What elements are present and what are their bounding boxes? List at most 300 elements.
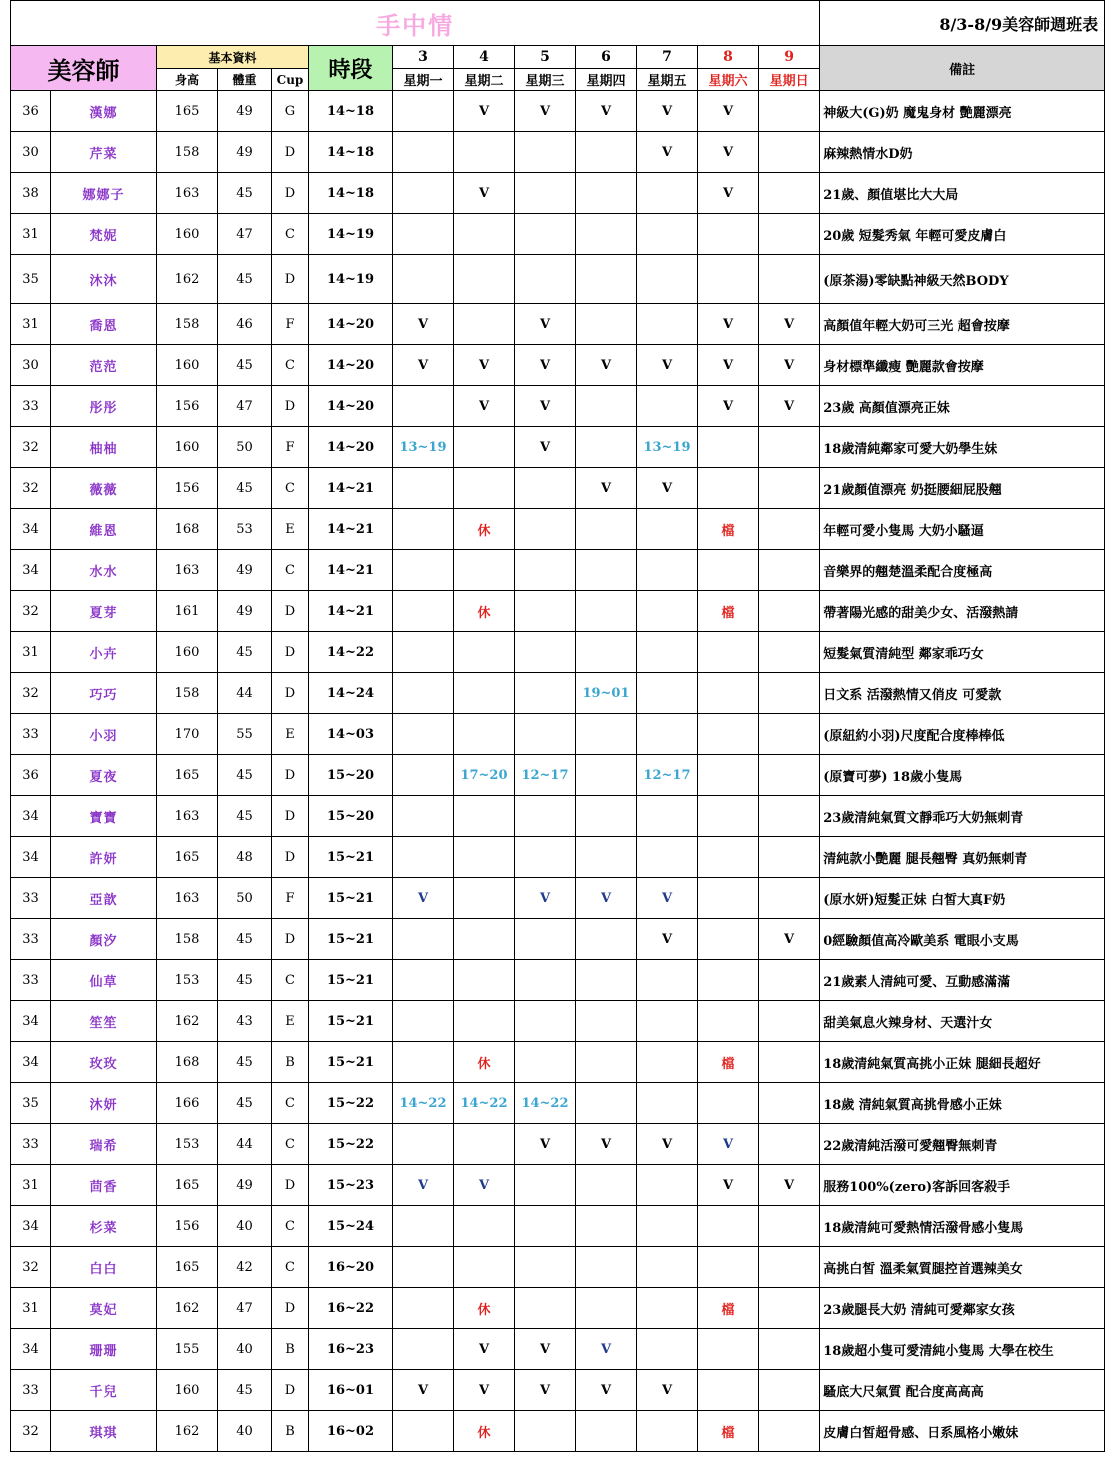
day-cell: V (515, 386, 576, 427)
row-weight: 50 (218, 878, 272, 919)
day-cell: 19~01 (576, 673, 637, 714)
day-cell (637, 1411, 698, 1452)
day-cell (576, 1165, 637, 1206)
day-cell (698, 1370, 759, 1411)
row-name: 沐沐 (51, 255, 157, 304)
day-cell: V (698, 304, 759, 345)
row-height: 163 (157, 173, 218, 214)
row-note: (原水妍)短髮正妹 白皙大真F奶 (820, 878, 1105, 919)
row-cup: C (272, 1247, 309, 1288)
row-height: 165 (157, 1247, 218, 1288)
day-cell (454, 632, 515, 673)
row-time-slot: 16~01 (309, 1370, 393, 1411)
day-cell (393, 468, 454, 509)
day-cell: V (454, 173, 515, 214)
day-cell (759, 714, 820, 755)
row-time-slot: 14~18 (309, 173, 393, 214)
day-cell (515, 1206, 576, 1247)
table-row (11, 1165, 1105, 1206)
header-date: 3 (393, 46, 454, 69)
day-cell (454, 427, 515, 468)
row-note: 18歲清純鄰家可愛大奶學生妹 (820, 427, 1105, 468)
row-height: 156 (157, 1206, 218, 1247)
day-cell (576, 550, 637, 591)
day-cell: 檔 (698, 1288, 759, 1329)
day-cell (759, 214, 820, 255)
row-age: 31 (11, 304, 51, 345)
day-cell (576, 427, 637, 468)
row-cup: D (272, 837, 309, 878)
row-weight: 40 (218, 1411, 272, 1452)
day-cell (576, 1247, 637, 1288)
day-cell (576, 1042, 637, 1083)
row-height: 158 (157, 919, 218, 960)
table-row (11, 173, 1105, 214)
row-note: (原茶湯)零缺點神級天然BODY (820, 255, 1105, 304)
header-date: 4 (454, 46, 515, 69)
row-name: 白白 (51, 1247, 157, 1288)
day-cell (393, 1288, 454, 1329)
header-weekday: 星期三 (515, 69, 576, 91)
day-cell (393, 132, 454, 173)
day-cell (576, 214, 637, 255)
table-row (11, 673, 1105, 714)
row-time-slot: 14~19 (309, 214, 393, 255)
day-cell (576, 304, 637, 345)
row-time-slot: 15~21 (309, 1001, 393, 1042)
row-height: 160 (157, 632, 218, 673)
day-cell (515, 1247, 576, 1288)
row-height: 158 (157, 673, 218, 714)
day-cell (454, 796, 515, 837)
day-cell (576, 1001, 637, 1042)
day-cell: 檔 (698, 1411, 759, 1452)
row-cup: D (272, 1165, 309, 1206)
table-row (11, 1370, 1105, 1411)
day-cell (515, 919, 576, 960)
table-row (11, 714, 1105, 755)
row-name: 顏汐 (51, 919, 157, 960)
row-time-slot: 16~22 (309, 1288, 393, 1329)
row-note: 23歲清純氣質文靜乖巧大奶無刺青 (820, 796, 1105, 837)
table-row (11, 1288, 1105, 1329)
row-age: 38 (11, 173, 51, 214)
brand-title: 手中情 (11, 1, 820, 46)
day-cell: V (393, 1370, 454, 1411)
day-cell (698, 919, 759, 960)
row-cup: D (272, 755, 309, 796)
day-cell (454, 878, 515, 919)
row-height: 156 (157, 468, 218, 509)
row-name: 夏夜 (51, 755, 157, 796)
row-note: 甜美氣息火辣身材、天選汁女 (820, 1001, 1105, 1042)
day-cell (393, 214, 454, 255)
day-cell: 檔 (698, 509, 759, 550)
row-name: 琪琪 (51, 1411, 157, 1452)
day-cell (515, 132, 576, 173)
row-name: 茴香 (51, 1165, 157, 1206)
day-cell (454, 255, 515, 304)
day-cell: 休 (454, 1288, 515, 1329)
row-age: 32 (11, 1247, 51, 1288)
day-cell (393, 714, 454, 755)
row-weight: 49 (218, 1165, 272, 1206)
row-weight: 42 (218, 1247, 272, 1288)
row-name: 喬恩 (51, 304, 157, 345)
day-cell: V (515, 345, 576, 386)
day-cell: V (515, 1124, 576, 1165)
day-cell (637, 1042, 698, 1083)
row-weight: 49 (218, 91, 272, 132)
table-row (11, 345, 1105, 386)
row-weight: 50 (218, 427, 272, 468)
row-cup: B (272, 1411, 309, 1452)
day-cell (759, 1288, 820, 1329)
day-cell: 休 (454, 1042, 515, 1083)
day-cell: V (576, 878, 637, 919)
day-cell: 休 (454, 1411, 515, 1452)
row-note: 0經驗顏值高冷歐美系 電眼小支馬 (820, 919, 1105, 960)
row-time-slot: 14~19 (309, 255, 393, 304)
day-cell (393, 632, 454, 673)
day-cell (698, 1247, 759, 1288)
day-cell: V (637, 132, 698, 173)
row-weight: 45 (218, 1083, 272, 1124)
row-cup: C (272, 1124, 309, 1165)
row-weight: 45 (218, 632, 272, 673)
day-cell (454, 1124, 515, 1165)
day-cell (454, 1206, 515, 1247)
header-weekday: 星期日 (759, 69, 820, 91)
row-age: 32 (11, 468, 51, 509)
day-cell (576, 173, 637, 214)
table-row (11, 1001, 1105, 1042)
row-name: 柚柚 (51, 427, 157, 468)
table-row (11, 132, 1105, 173)
day-cell (393, 796, 454, 837)
day-cell (759, 1411, 820, 1452)
row-cup: E (272, 509, 309, 550)
day-cell: V (698, 132, 759, 173)
day-cell (637, 550, 698, 591)
day-cell (637, 304, 698, 345)
day-cell: V (637, 919, 698, 960)
day-cell (515, 960, 576, 1001)
row-note: 21歲素人清純可愛、互動感滿滿 (820, 960, 1105, 1001)
day-cell (637, 673, 698, 714)
row-height: 163 (157, 796, 218, 837)
row-height: 158 (157, 132, 218, 173)
row-time-slot: 14~21 (309, 550, 393, 591)
row-age: 35 (11, 255, 51, 304)
day-cell (698, 714, 759, 755)
day-cell (454, 468, 515, 509)
header-weekday: 星期二 (454, 69, 515, 91)
row-name: 許妍 (51, 837, 157, 878)
day-cell: 14~22 (454, 1083, 515, 1124)
table-row (11, 632, 1105, 673)
day-cell (637, 714, 698, 755)
table-row (11, 878, 1105, 919)
row-name: 千兒 (51, 1370, 157, 1411)
row-time-slot: 15~24 (309, 1206, 393, 1247)
day-cell: V (698, 91, 759, 132)
row-weight: 47 (218, 1288, 272, 1329)
row-height: 165 (157, 91, 218, 132)
row-weight: 45 (218, 255, 272, 304)
day-cell (698, 255, 759, 304)
row-weight: 44 (218, 673, 272, 714)
row-time-slot: 16~02 (309, 1411, 393, 1452)
day-cell (759, 1083, 820, 1124)
day-cell (759, 132, 820, 173)
row-age: 36 (11, 91, 51, 132)
day-cell: 檔 (698, 591, 759, 632)
day-cell (393, 1001, 454, 1042)
row-name: 亞歆 (51, 878, 157, 919)
table-row (11, 1042, 1105, 1083)
row-height: 162 (157, 1001, 218, 1042)
day-cell: V (759, 1165, 820, 1206)
row-time-slot: 14~21 (309, 468, 393, 509)
row-weight: 48 (218, 837, 272, 878)
row-height: 166 (157, 1083, 218, 1124)
day-cell: V (515, 1329, 576, 1370)
day-cell (698, 878, 759, 919)
row-time-slot: 14~18 (309, 91, 393, 132)
table-row (11, 91, 1105, 132)
row-time-slot: 15~22 (309, 1124, 393, 1165)
row-weight: 47 (218, 214, 272, 255)
row-time-slot: 14~20 (309, 386, 393, 427)
day-cell (759, 878, 820, 919)
day-cell (576, 919, 637, 960)
row-age: 32 (11, 427, 51, 468)
row-weight: 40 (218, 1329, 272, 1370)
day-cell (637, 1329, 698, 1370)
table-row (11, 1411, 1105, 1452)
row-cup: D (272, 796, 309, 837)
day-cell: V (637, 878, 698, 919)
row-age: 34 (11, 1042, 51, 1083)
row-name: 巧巧 (51, 673, 157, 714)
day-cell (515, 509, 576, 550)
row-weight: 45 (218, 173, 272, 214)
row-time-slot: 14~20 (309, 345, 393, 386)
row-cup: D (272, 132, 309, 173)
row-height: 160 (157, 214, 218, 255)
row-cup: E (272, 714, 309, 755)
header-date: 5 (515, 46, 576, 69)
row-time-slot: 14~03 (309, 714, 393, 755)
day-cell (515, 255, 576, 304)
row-height: 160 (157, 427, 218, 468)
day-cell: V (637, 468, 698, 509)
row-cup: C (272, 1206, 309, 1247)
row-cup: C (272, 345, 309, 386)
day-cell: V (576, 1370, 637, 1411)
day-cell (515, 591, 576, 632)
day-cell (393, 386, 454, 427)
header-time-slot: 時段 (309, 46, 393, 91)
day-cell (637, 173, 698, 214)
day-cell (515, 837, 576, 878)
day-cell: V (637, 91, 698, 132)
row-height: 168 (157, 1042, 218, 1083)
header-weekday: 星期四 (576, 69, 637, 91)
row-cup: D (272, 386, 309, 427)
day-cell: V (454, 345, 515, 386)
day-cell: V (454, 1165, 515, 1206)
day-cell (759, 1124, 820, 1165)
day-cell: V (576, 345, 637, 386)
row-note: 清純款小艷麗 腿長翹臀 真奶無刺青 (820, 837, 1105, 878)
day-cell (698, 427, 759, 468)
table-row (11, 837, 1105, 878)
day-cell (576, 837, 637, 878)
day-cell (576, 591, 637, 632)
day-cell (454, 214, 515, 255)
row-weight: 45 (218, 755, 272, 796)
day-cell (454, 673, 515, 714)
day-cell: 檔 (698, 1042, 759, 1083)
day-cell: V (698, 173, 759, 214)
row-cup: C (272, 468, 309, 509)
header-cup: Cup (272, 69, 309, 91)
row-age: 33 (11, 960, 51, 1001)
day-cell (759, 632, 820, 673)
day-cell: V (698, 1124, 759, 1165)
day-cell (698, 1001, 759, 1042)
day-cell (759, 509, 820, 550)
table-row (11, 960, 1105, 1001)
row-note: 20歲 短髮秀氣 年輕可愛皮膚白 (820, 214, 1105, 255)
row-cup: C (272, 960, 309, 1001)
row-name: 沐妍 (51, 1083, 157, 1124)
day-cell: 休 (454, 591, 515, 632)
row-note: 23歲腿長大奶 清純可愛鄰家女孩 (820, 1288, 1105, 1329)
row-weight: 40 (218, 1206, 272, 1247)
row-name: 梵妮 (51, 214, 157, 255)
row-age: 30 (11, 132, 51, 173)
row-weight: 45 (218, 468, 272, 509)
day-cell: V (515, 304, 576, 345)
day-cell (698, 468, 759, 509)
row-cup: F (272, 878, 309, 919)
table-row (11, 468, 1105, 509)
row-note: 高顏值年輕大奶可三光 超會按摩 (820, 304, 1105, 345)
day-cell (759, 427, 820, 468)
day-cell: 12~17 (637, 755, 698, 796)
row-weight: 44 (218, 1124, 272, 1165)
day-cell (393, 837, 454, 878)
row-cup: F (272, 427, 309, 468)
day-cell (576, 714, 637, 755)
row-name: 娜娜子 (51, 173, 157, 214)
row-time-slot: 14~18 (309, 132, 393, 173)
row-cup: D (272, 919, 309, 960)
day-cell (637, 214, 698, 255)
day-cell (576, 632, 637, 673)
day-cell: V (515, 1370, 576, 1411)
row-note: 年輕可愛小隻馬 大奶小騷逼 (820, 509, 1105, 550)
row-weight: 49 (218, 591, 272, 632)
day-cell (637, 1083, 698, 1124)
day-cell (454, 714, 515, 755)
row-name: 夏芽 (51, 591, 157, 632)
row-cup: D (272, 591, 309, 632)
day-cell: V (454, 1370, 515, 1411)
row-note: 22歲清純活潑可愛翹臀無刺青 (820, 1124, 1105, 1165)
row-age: 33 (11, 714, 51, 755)
row-cup: E (272, 1001, 309, 1042)
row-note: (原寶可夢) 18歲小隻馬 (820, 755, 1105, 796)
day-cell (393, 591, 454, 632)
row-age: 33 (11, 386, 51, 427)
row-height: 165 (157, 1165, 218, 1206)
row-name: 仙草 (51, 960, 157, 1001)
row-name: 薇薇 (51, 468, 157, 509)
table-row (11, 591, 1105, 632)
day-cell (637, 1288, 698, 1329)
row-cup: G (272, 91, 309, 132)
day-cell (454, 1001, 515, 1042)
day-cell (393, 173, 454, 214)
row-name: 珊珊 (51, 1329, 157, 1370)
day-cell (637, 837, 698, 878)
row-age: 33 (11, 1370, 51, 1411)
day-cell (515, 632, 576, 673)
row-height: 153 (157, 960, 218, 1001)
day-cell (515, 1001, 576, 1042)
row-time-slot: 14~21 (309, 509, 393, 550)
day-cell (759, 468, 820, 509)
day-cell: V (576, 1124, 637, 1165)
table-row (11, 427, 1105, 468)
day-cell (393, 91, 454, 132)
row-time-slot: 14~20 (309, 427, 393, 468)
row-name: 維恩 (51, 509, 157, 550)
table-row (11, 304, 1105, 345)
day-cell (759, 91, 820, 132)
day-cell (698, 1206, 759, 1247)
day-cell (454, 1247, 515, 1288)
row-time-slot: 14~20 (309, 304, 393, 345)
day-cell: V (759, 386, 820, 427)
row-weight: 45 (218, 1370, 272, 1411)
day-cell (759, 837, 820, 878)
day-cell: V (759, 345, 820, 386)
row-name: 瑞希 (51, 1124, 157, 1165)
day-cell: 12~17 (515, 755, 576, 796)
row-cup: D (272, 1370, 309, 1411)
header-weight: 體重 (218, 69, 272, 91)
row-time-slot: 16~23 (309, 1329, 393, 1370)
day-cell (393, 509, 454, 550)
row-weight: 45 (218, 960, 272, 1001)
row-weight: 46 (218, 304, 272, 345)
row-weight: 45 (218, 1042, 272, 1083)
row-weight: 43 (218, 1001, 272, 1042)
day-cell: V (637, 1370, 698, 1411)
row-note: 高挑白皙 溫柔氣質腿控首選辣美女 (820, 1247, 1105, 1288)
day-cell (576, 796, 637, 837)
day-cell (759, 1042, 820, 1083)
row-age: 31 (11, 1288, 51, 1329)
day-cell (454, 132, 515, 173)
row-age: 33 (11, 919, 51, 960)
row-height: 165 (157, 837, 218, 878)
